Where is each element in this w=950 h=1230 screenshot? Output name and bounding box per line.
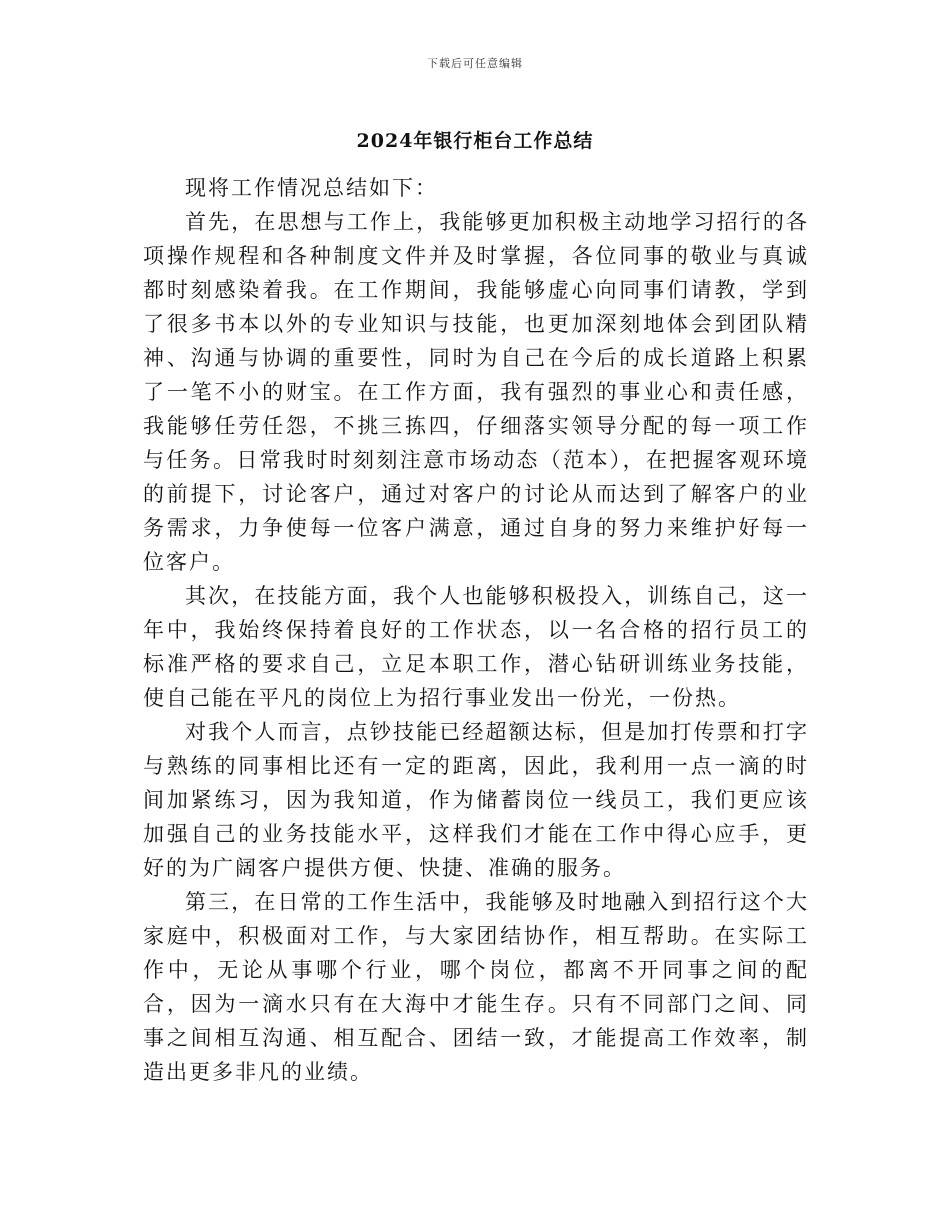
page-header-note: 下载后可任意编辑: [427, 57, 523, 70]
paragraph-first: 首先，在思想与工作上，我能够更加积极主动地学习招行的各项操作规程和各种制度文件并及时掌握，各位同事的敬业与真诚都时刻感染着我。在工作期间，我能够虚心向同事们请教，学到了很多书本以外的专业知识与技能，也更加深刻地体会到团队精神、沟通与协调的重要性，同时为自己在今后的成长道路上积累了一笔不小的财宝。在工作方面，我有强烈的事业心和责任感，我能够任劳任怨，不挑三拣四，仔细落实领导分配的每一项工作与任务。日常我时时刻刻注意市场动态（范本），在把握客观环境的前提下，讨论客户，通过对客户的讨论从而达到了解客户的业务需求，力争使每一位客户满意，通过自身的努力来维护好每一位客户。: [143, 210, 809, 574]
paragraph-skills: 对我个人而言，点钞技能已经超额达标，但是加打传票和打字与熟练的同事相比还有一定的距离，因此，我利用一点一滴的时间加紧练习，因为我知道，作为储蓄岗位一线员工，我们更应该加强自己的业务技能水平，这样我们才能在工作中得心应手，更好的为广阔客户提供方便、快捷、准确的服务。: [143, 720, 809, 880]
document-title: 2024年银行柜台工作总结: [356, 130, 594, 152]
paragraph-third: 第三，在日常的工作生活中，我能够及时地融入到招行这个大家庭中，积极面对工作，与大家团结协作，相互帮助。在实际工作中，无论从事哪个行业，哪个岗位，都离不开同事之间的配合，因为一滴水只有在大海中才能生存。只有不同部门之间、同事之间相互沟通、相互配合、团结一致，才能提高工作效率，制造出更多非凡的业绩。: [143, 890, 809, 1084]
document-body: [143, 171, 809, 1089]
paragraph-second: 其次，在技能方面，我个人也能够积极投入，训练自己，这一年中，我始终保持着良好的工作状态，以一名合格的招行员工的标准严格的要求自己，立足本职工作，潜心钻研训练业务技能，使自己能在平凡的岗位上为招行事业发出一份光，一份热。: [143, 584, 809, 710]
paragraph-intro: 现将工作情况总结如下：: [185, 176, 438, 200]
